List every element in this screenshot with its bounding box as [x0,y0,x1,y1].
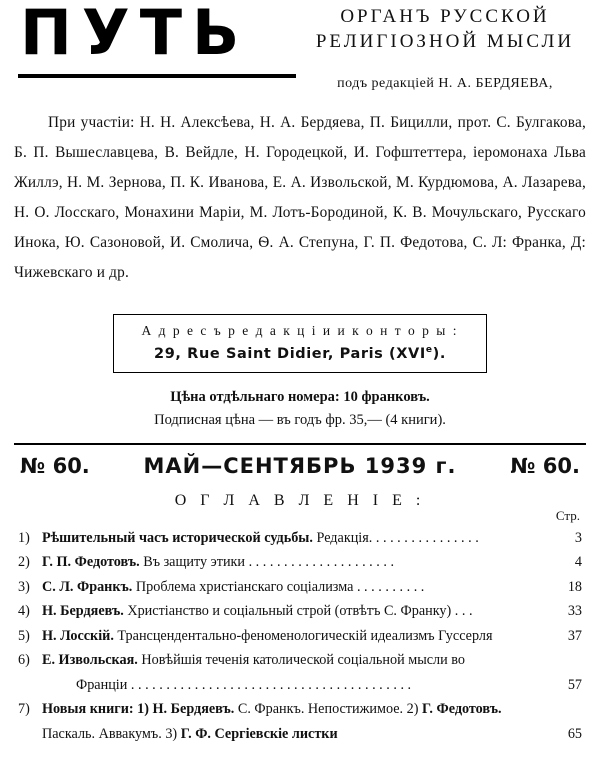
toc-item-text [42,550,556,575]
toc-item-leader: . . . [451,603,473,620]
toc-item-title-cont [76,673,556,698]
toc-item-leader: . . . . . . . . . . . . . . . . . . . . . . . . . . . . . . . . . . . . . . . . [127,676,412,693]
masthead-right [304,2,586,92]
toc-item-number: 1) [18,529,30,546]
masthead [14,0,586,92]
toc-item-title: Христіанство и соціальный строй (отвѣтъ С. Франку) [123,603,452,620]
toc-item-title: С. Франкъ. Непостижимое. 2) [234,701,422,718]
toc-item-section-label: Новыя книги: 1) [42,701,149,718]
toc-item-page: 33 [567,603,582,620]
toc-item-title: Рѣшительный часъ исторической судьбы. [42,529,313,546]
toc-item-page: 65 [567,725,582,742]
toc-item-line-2 [18,673,586,698]
toc-item[interactable] [14,648,586,697]
toc-item[interactable] [14,599,586,624]
page-column-label: Стр. [555,507,580,523]
address-value [142,345,459,362]
toc-item-author-3: Г. Ф. Сергіевскіе листки [180,725,338,742]
toc-item[interactable] [14,526,586,551]
participants-lead: При участіи: [48,114,135,131]
toc-item-title-tail: Паскаль. Аввакумъ. 3) [42,725,181,742]
contents-title: О Г Л А В Л Е Н І Е : [174,491,426,509]
toc-item-line-1 [18,697,586,722]
address-label: А д р е с ъ р е д а к ц і и и к о н т о р ы : [141,323,459,338]
single-issue-price: Цѣна отдѣльнаго номера: 10 франковъ. [170,388,430,405]
toc-item-author-2: Г. Федотовъ. [422,701,502,718]
toc-item-author: С. Л. Франкъ. [42,578,133,595]
toc-item-author: Н. Лосскій. [42,627,114,644]
logo-underline-rule [18,74,296,78]
issue-date: МАЙ—СЕНТЯБРЬ 1939 г. [143,453,457,478]
toc-item-text [42,575,556,600]
toc-item-author: Е. Извольская. [42,652,138,669]
toc-item-number: 5) [18,627,30,644]
toc-item-text [42,624,556,649]
toc-item-leader: . . . . . . . . . . . . . . . [372,529,479,546]
toc-item-text [42,526,556,551]
toc-item[interactable] [14,550,586,575]
issue-number-left: № 60. [20,453,90,478]
toc-item-text [42,599,556,624]
toc-item-number: 4) [18,603,30,620]
address-end: ). [432,345,446,362]
logo-block [14,2,304,78]
participants-paragraph [14,108,586,288]
toc-item-line-1 [18,648,586,673]
organ-line-2: РЕЛИГІОЗНОЙ МЫСЛИ [315,31,575,52]
issue-number-right: № 60. [510,453,580,478]
toc-item-title: Въ защиту этики [139,554,246,571]
toc-item-number: 6) [18,652,30,669]
toc-item[interactable] [14,697,586,746]
toc-item-title-tail: Франціи [76,676,128,693]
toc-item-page: 18 [567,578,582,595]
toc-item-page: 3 [574,529,582,546]
address-street: 29, Rue Saint Didier, Paris (XVI [154,345,426,362]
divider-rule [14,443,586,445]
toc-item-line-2 [18,722,586,747]
toc-item-author: Н. Бердяевъ. [42,603,124,620]
issue-bar [14,454,586,478]
toc-item-title: Трансцендентально-феноменологическій идеализмъ Гуссерля [113,627,493,644]
table-of-contents [14,526,586,747]
toc-item-page: 57 [567,676,582,693]
toc-item-page: 37 [567,627,582,644]
address-box [113,314,488,373]
journal-title-logo: ПУТЬ [20,0,250,69]
toc-item-author: Г. П. Федотовъ. [42,554,140,571]
toc-item-page: 4 [574,554,582,571]
toc-item-number: 2) [18,554,30,571]
toc-item-leader: . . . . . . . . . . . . . . . . . . . . . [245,554,394,571]
toc-item-leader: . . . . . . . . . . [353,578,425,595]
organ-line-1: ОРГАНЪ РУССКОЙ [340,6,550,27]
address-box-wrapper [14,314,586,373]
contents-header [14,491,586,523]
toc-item-author-1: Н. Бердяевъ. [152,701,235,718]
participants-body: Н. Н. Алексѣева, Н. А. Бердяева, П. Бицилли, прот. С. Булгакова, Б. П. Вышеславцева, В. Вейдле, Н. Городецкой, И. Гофштеттера, іеромонаха Льва Жиллэ, Н. М. Зернова, П. К. Иванова, Е. А. Извольской, М. Курдюмова, А. Лазарева, Н. О. Лосскаго, Монахини Маріи, М. Лотъ-Бородиной, К. В. Мочульскаго, Русскаго Инока, Ю. Сазоновой, И. Смолича, Ѳ. А. Степуна, Г. П. Федотова, С. Л: Франка, Д: Чижевскаго и др. [14,114,586,281]
toc-item-author: Редакція. [312,529,373,546]
toc-item-title-cont [42,722,556,747]
editor-line: подъ редакціей Н. А. БЕРДЯЕВА, [337,76,553,91]
toc-item-title: Новѣйшія теченія католической соціальной мысли во [137,652,465,669]
toc-item-number: 7) [18,701,30,718]
toc-item[interactable] [14,575,586,600]
toc-item-number: 3) [18,578,30,595]
toc-item-title: Проблема христіанскаго соціализма [132,578,354,595]
address-arrondissement-sup: e [425,345,433,355]
subscription-price: Подписная цѣна — въ годъ фр. 35,— (4 книги). [154,411,446,428]
toc-item[interactable] [14,624,586,649]
